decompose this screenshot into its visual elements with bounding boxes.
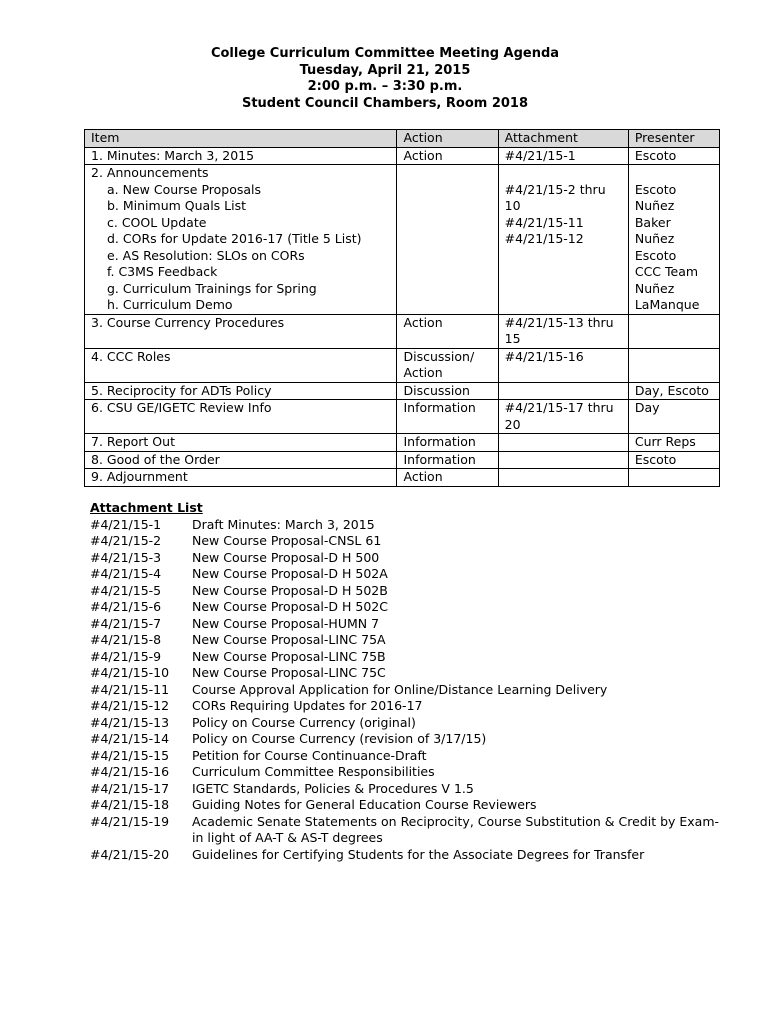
meeting-date: Tuesday, April 21, 2015 bbox=[299, 62, 471, 78]
meeting-location: Student Council Chambers, Room 2018 bbox=[241, 95, 529, 111]
list-item bbox=[90, 665, 730, 682]
attachment-description: Curriculum Committee Responsibilities bbox=[192, 764, 435, 779]
attachment-code: #4/21/15-13 bbox=[90, 714, 170, 730]
attachment-cell: #4/21/15-16 bbox=[498, 348, 628, 382]
subitem: e. AS Resolution: SLOs on CORs bbox=[107, 247, 305, 263]
attachment-description: Policy on Course Currency (original) bbox=[192, 714, 416, 730]
item-cell: 8. Good of the Order bbox=[85, 451, 397, 469]
agenda-title: College Curriculum Committee Meeting Agenda bbox=[210, 46, 560, 61]
agenda-table bbox=[84, 129, 720, 487]
attachment-code: #4/21/15-17 bbox=[90, 780, 170, 796]
subitem: d. CORs for Update 2016-17 (Title 5 List) bbox=[107, 231, 362, 246]
list-item bbox=[90, 632, 730, 649]
presenter-cell: Day bbox=[628, 400, 719, 434]
column-header-attachment: Attachment bbox=[498, 130, 628, 148]
attachment-code: #4/21/15-3 bbox=[90, 549, 162, 565]
presenter-cell bbox=[628, 165, 719, 315]
presenter-cell: Day, Escoto bbox=[628, 382, 719, 400]
attachment-code: #4/21/15-16 bbox=[90, 764, 170, 779]
action-line: Discussion/ bbox=[403, 348, 475, 364]
item-cell: 1. Minutes: March 3, 2015 bbox=[85, 147, 397, 165]
list-item bbox=[90, 550, 730, 567]
attachment-cell bbox=[498, 451, 628, 469]
subitem: a. New Course Proposals bbox=[107, 181, 262, 197]
attachment-description: New Course Proposal-D H 502C bbox=[192, 599, 388, 614]
action-cell: Discussion bbox=[397, 382, 498, 400]
list-item bbox=[90, 781, 730, 798]
attachment-description: CORs Requiring Updates for 2016-17 bbox=[192, 698, 423, 713]
action-cell: Action bbox=[397, 147, 498, 165]
list-item bbox=[90, 847, 730, 864]
attachment-code: #4/21/15-7 bbox=[90, 615, 162, 631]
attachment-description: Draft Minutes: March 3, 2015 bbox=[192, 516, 375, 532]
attachment-description: New Course Proposal-D H 500 bbox=[192, 549, 380, 565]
attachment-line: 10 bbox=[504, 198, 521, 213]
attachment-line: #4/21/15-13 thru bbox=[504, 314, 614, 330]
attachment-code: #4/21/15-15 bbox=[90, 747, 170, 763]
attachment-cell bbox=[498, 469, 628, 487]
list-item bbox=[90, 814, 730, 847]
list-item bbox=[90, 517, 730, 534]
action-line: Action bbox=[403, 365, 443, 380]
attachment-list bbox=[90, 500, 730, 863]
table-row bbox=[85, 348, 720, 382]
action-cell: Information bbox=[397, 434, 498, 452]
list-item bbox=[90, 698, 730, 715]
table-row bbox=[85, 314, 720, 348]
attachment-code: #4/21/15-9 bbox=[90, 648, 162, 664]
subitem: b. Minimum Quals List bbox=[107, 198, 247, 213]
subitem: f. C3MS Feedback bbox=[107, 264, 218, 279]
table-header-row bbox=[85, 130, 720, 148]
attachment-code: #4/21/15-2 bbox=[90, 533, 162, 548]
list-item bbox=[90, 649, 730, 666]
attachment-code: #4/21/15-6 bbox=[90, 599, 162, 614]
presenter-cell bbox=[628, 469, 719, 487]
attachment-code: #4/21/15-11 bbox=[90, 681, 170, 697]
attachment-code: #4/21/15-4 bbox=[90, 566, 162, 581]
list-item bbox=[90, 583, 730, 600]
presenter-cell bbox=[628, 348, 719, 382]
attachment-description: Course Approval Application for Online/Distance Learning Delivery bbox=[192, 681, 608, 697]
attachment-line: 15 bbox=[504, 331, 521, 346]
attachment-line: #4/21/15-17 thru bbox=[504, 400, 614, 415]
list-item bbox=[90, 797, 730, 814]
attachment-description: Academic Senate Statements on Reciprocity, Course Substitution & Credit by Exam-in light of AA-T & AS-T degrees bbox=[192, 813, 720, 845]
action-cell bbox=[397, 165, 498, 315]
attachment-line: #4/21/15-11 bbox=[504, 214, 584, 230]
table-row bbox=[85, 469, 720, 487]
list-item bbox=[90, 748, 730, 765]
presenter-line: Nuñez bbox=[634, 231, 675, 246]
action-cell: Information bbox=[397, 400, 498, 434]
attachment-code: #4/21/15-8 bbox=[90, 632, 162, 647]
attachment-cell bbox=[498, 400, 628, 434]
presenter-cell: Curr Reps bbox=[628, 434, 719, 452]
list-item bbox=[90, 764, 730, 781]
column-header-item: Item bbox=[85, 130, 397, 148]
attachment-code: #4/21/15-18 bbox=[90, 797, 170, 812]
item-cell: 7. Report Out bbox=[85, 434, 397, 452]
subitem: h. Curriculum Demo bbox=[107, 297, 233, 312]
presenter-line: LaManque bbox=[634, 297, 700, 312]
attachment-cell bbox=[498, 165, 628, 315]
action-cell: Action bbox=[397, 314, 498, 348]
item-cell bbox=[85, 165, 397, 315]
item-cell: 4. CCC Roles bbox=[85, 348, 397, 382]
attachment-description: New Course Proposal-D H 502B bbox=[192, 582, 388, 598]
attachment-code: #4/21/15-12 bbox=[90, 698, 170, 713]
item-title: 2. Announcements bbox=[91, 165, 209, 180]
action-cell: Action bbox=[397, 469, 498, 487]
attachment-list-title: Attachment List bbox=[90, 500, 203, 515]
column-header-presenter: Presenter bbox=[628, 130, 719, 148]
presenter-line: Baker bbox=[634, 214, 671, 230]
table-row bbox=[85, 451, 720, 469]
attachment-code: #4/21/15-5 bbox=[90, 582, 162, 598]
list-item bbox=[90, 731, 730, 748]
attachment-description: Policy on Course Currency (revision of 3/17/15) bbox=[192, 731, 487, 746]
presenter-line: Escoto bbox=[634, 247, 677, 263]
meeting-time: 2:00 p.m. – 3:30 p.m. bbox=[307, 79, 463, 94]
attachment-line: #4/21/15-2 thru bbox=[504, 181, 606, 197]
list-item bbox=[90, 533, 730, 550]
list-item bbox=[90, 715, 730, 732]
attachment-cell bbox=[498, 314, 628, 348]
presenter-line: Escoto bbox=[634, 181, 677, 197]
attachment-cell bbox=[498, 382, 628, 400]
list-item bbox=[90, 616, 730, 633]
table-row bbox=[85, 434, 720, 452]
attachment-cell: #4/21/15-1 bbox=[498, 147, 628, 165]
presenter-cell: Escoto bbox=[628, 451, 719, 469]
item-cell: 5. Reciprocity for ADTs Policy bbox=[85, 382, 397, 400]
table-row bbox=[85, 147, 720, 165]
item-cell: 3. Course Currency Procedures bbox=[85, 314, 397, 348]
presenter-cell bbox=[628, 314, 719, 348]
table-row bbox=[85, 165, 720, 315]
table-row bbox=[85, 382, 720, 400]
presenter-cell: Escoto bbox=[628, 147, 719, 165]
attachment-code: #4/21/15-1 bbox=[90, 516, 162, 532]
attachment-line: 20 bbox=[504, 416, 521, 432]
list-item bbox=[90, 682, 730, 699]
attachment-line: #4/21/15-12 bbox=[504, 231, 584, 246]
attachment-code: #4/21/15-19 bbox=[90, 813, 170, 829]
attachment-description: New Course Proposal-LINC 75A bbox=[192, 632, 386, 647]
column-header-action: Action bbox=[397, 130, 498, 148]
attachment-description: Guiding Notes for General Education Course Reviewers bbox=[192, 797, 537, 812]
attachment-description: New Course Proposal-HUMN 7 bbox=[192, 615, 380, 631]
presenter-line: Nuñez bbox=[634, 280, 675, 296]
table-row bbox=[85, 400, 720, 434]
list-item bbox=[90, 566, 730, 583]
subitem: g. Curriculum Trainings for Spring bbox=[107, 280, 317, 296]
presenter-line: CCC Team bbox=[634, 264, 699, 279]
action-cell: Information bbox=[397, 451, 498, 469]
attachment-code: #4/21/15-10 bbox=[90, 665, 170, 680]
agenda-header bbox=[0, 46, 770, 112]
action-cell bbox=[397, 348, 498, 382]
list-item bbox=[90, 599, 730, 616]
subitem: c. COOL Update bbox=[107, 214, 207, 230]
attachment-code: #4/21/15-14 bbox=[90, 731, 170, 746]
attachment-code: #4/21/15-20 bbox=[90, 846, 170, 862]
item-cell: 9. Adjournment bbox=[85, 469, 397, 487]
attachment-description: IGETC Standards, Policies & Procedures V 1.5 bbox=[192, 780, 474, 796]
attachment-description: New Course Proposal-CNSL 61 bbox=[192, 533, 382, 548]
item-cell: 6. CSU GE/IGETC Review Info bbox=[85, 400, 397, 434]
attachment-description: Petition for Course Continuance-Draft bbox=[192, 747, 427, 763]
attachment-cell bbox=[498, 434, 628, 452]
attachment-description: New Course Proposal-LINC 75B bbox=[192, 648, 386, 664]
presenter-line: Nuñez bbox=[634, 198, 675, 213]
attachment-description: New Course Proposal-LINC 75C bbox=[192, 665, 386, 680]
attachment-description: New Course Proposal-D H 502A bbox=[192, 566, 388, 581]
attachment-description: Guidelines for Certifying Students for the Associate Degrees for Transfer bbox=[192, 846, 645, 862]
